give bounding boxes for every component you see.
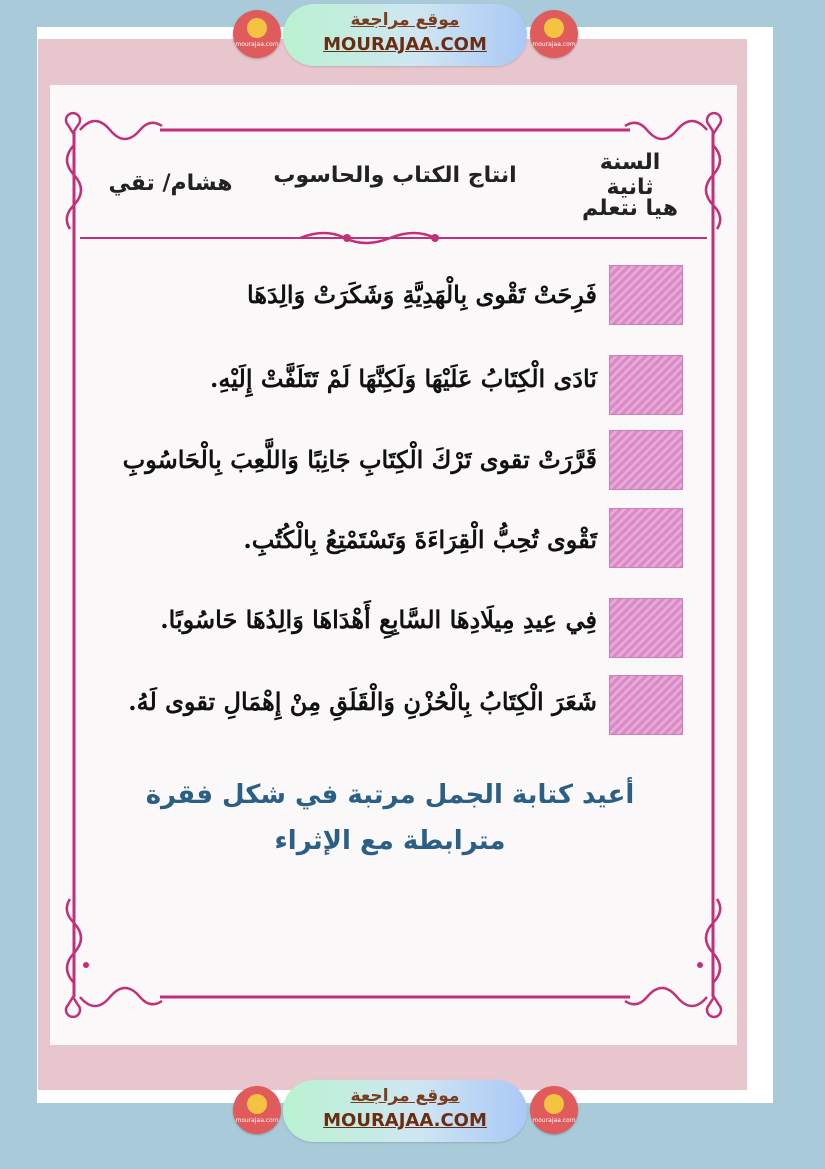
- site-logo-icon: mourajaa.com: [530, 10, 578, 58]
- site-banner-bottom[interactable]: [233, 1080, 578, 1142]
- site-domain: MOURAJAA.COM: [323, 34, 487, 55]
- answer-box-3[interactable]: [609, 430, 683, 490]
- sentence-4: تَقْوى تُحِبُّ الْقِرَاءَةَ وَتَسْتَمْتِعُ بِالْكُتُبِ.: [243, 525, 597, 554]
- instruction-line-2: مترابطة مع الإثراء: [274, 826, 506, 856]
- site-domain: MOURAJAA.COM: [323, 1110, 487, 1131]
- sentence-3: قَرَّرَتْ تقوى تَرْكَ الْكِتَابِ جَانِبًا وَاللَّعِبَ بِالْحَاسُوبِ: [122, 445, 597, 474]
- instruction-line-1: أعيد كتابة الجمل مرتبة في شكل فقرة: [145, 780, 635, 810]
- site-banner-top[interactable]: [233, 4, 578, 66]
- site-link[interactable]: [283, 1080, 527, 1142]
- answer-box-2[interactable]: [609, 355, 683, 415]
- author-names: هشام/ تقي: [108, 171, 233, 196]
- answer-box-6[interactable]: [609, 675, 683, 735]
- sentence-1: فَرِحَتْ تَقْوى بِالْهَدِيَّةِ وَشَكَرَتْ وَالِدَهَا: [247, 280, 597, 309]
- site-logo-icon: mourajaa.com: [233, 1086, 281, 1134]
- sentence-6: شَعَرَ الْكِتَابُ بِالْحُزْنِ وَالْقَلَقِ مِنْ إِهْمَالِ تقوى لَهُ.: [128, 687, 597, 716]
- sentence-5: فِي عِيدِ مِيلَادِهَا السَّابِعِ أَهْدَاهَا وَالِدُهَا حَاسُوبًا.: [160, 605, 597, 634]
- site-logo-icon: mourajaa.com: [530, 1086, 578, 1134]
- site-name-arabic: موقع مراجعة: [350, 1086, 460, 1106]
- site-logo-icon: mourajaa.com: [233, 10, 281, 58]
- site-name-arabic: موقع مراجعة: [350, 10, 460, 30]
- site-link[interactable]: [283, 4, 527, 66]
- grade-label: السنة ثانية: [599, 150, 661, 200]
- section-label: هيا نتعلم: [581, 196, 679, 221]
- answer-box-1[interactable]: [609, 265, 683, 325]
- sentence-2: نَادَى الْكِتَابُ عَلَيْهَا وَلَكِنَّهَا لَمْ تَتَلَفَّتْ إِلَيْهِ.: [210, 364, 597, 393]
- answer-box-5[interactable]: [609, 598, 683, 658]
- worksheet-title: انتاج الكتاب والحاسوب: [273, 163, 517, 188]
- answer-box-4[interactable]: [609, 508, 683, 568]
